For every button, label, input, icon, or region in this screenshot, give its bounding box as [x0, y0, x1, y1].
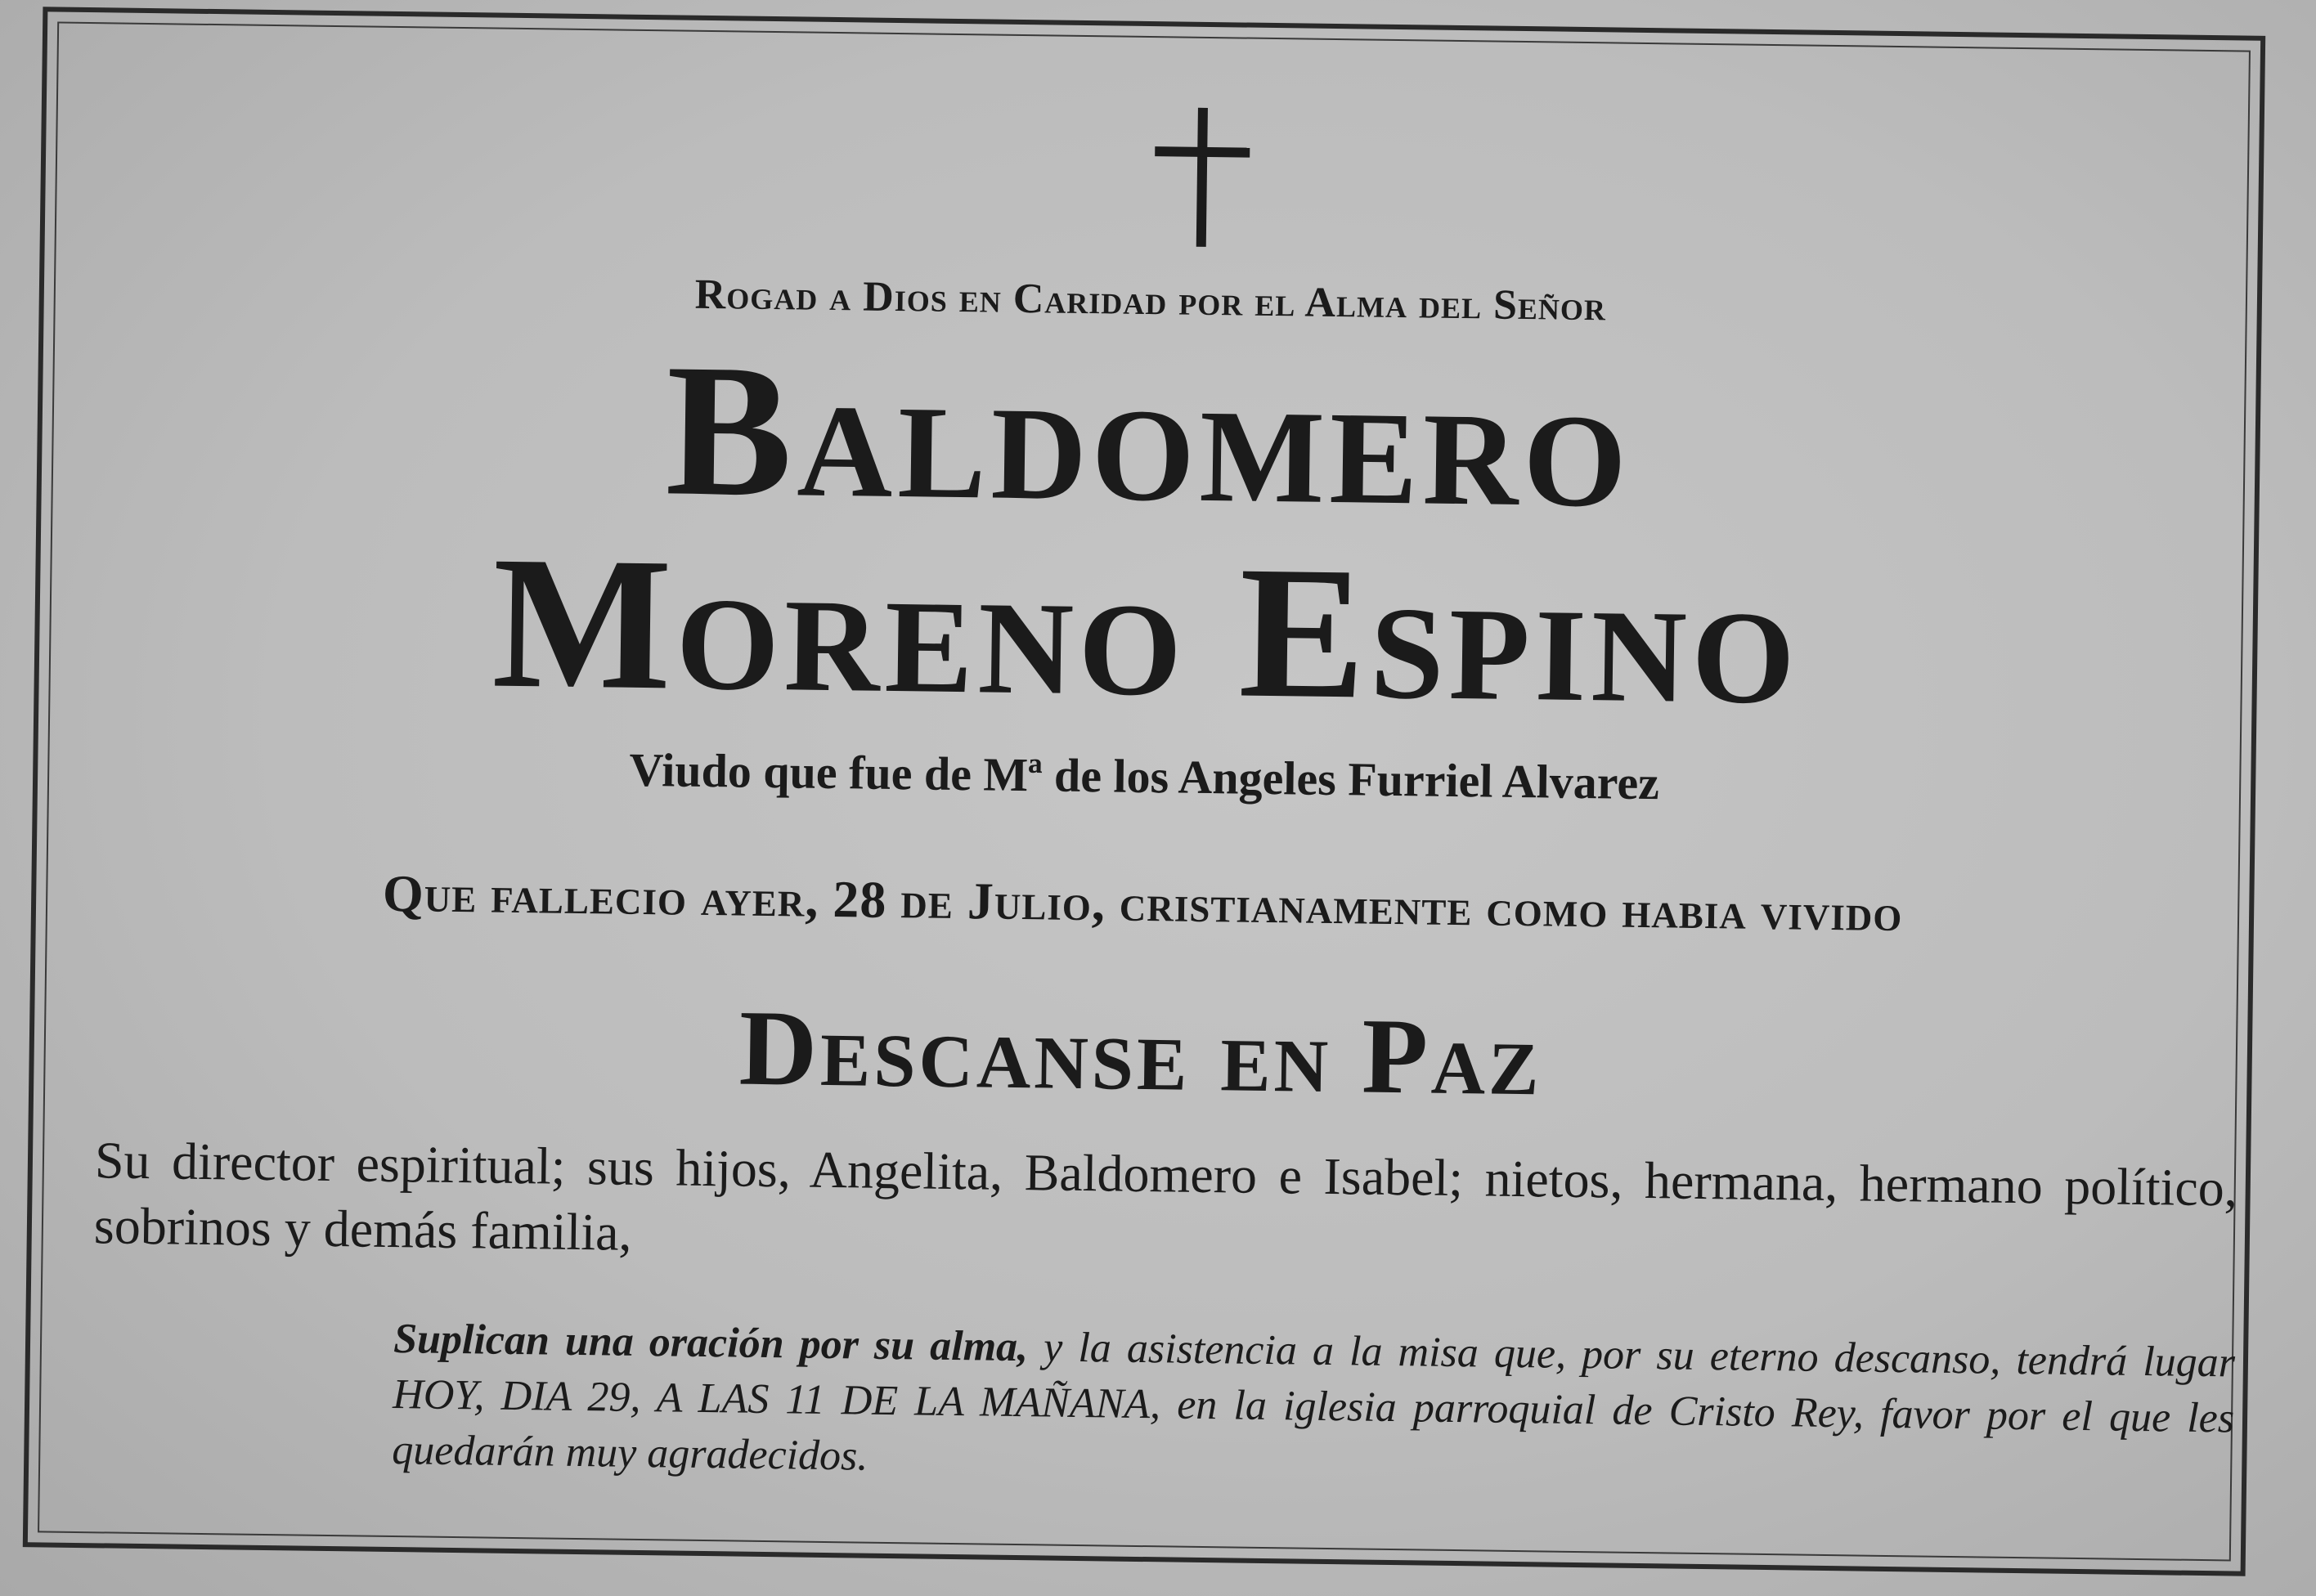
- widower-line: Viudo que fue de Mª de los Angeles Furriel Alvarez: [629, 742, 1660, 810]
- mass-details: y la asistencia a la misa que, por su eterno descanso, tendrá lugar HOY, DIA 29, A LAS 11 DE LA MAÑANA, en la iglesia parroquial de Cristo Rey, favor por el que les quedarán muy agradecidos.: [392, 1324, 2236, 1480]
- prayer-request: Suplican una oración por su alma,: [393, 1316, 1029, 1371]
- family-paragraph: Su director espiritual; sus hijos, Angelita, Baldomero e Isabel; nietos, hermana, hermano político, sobrinos y demás familia,: [93, 1131, 2238, 1262]
- deceased-first-name: Baldomero: [664, 325, 1633, 548]
- rest-in-peace-heading: Descanse en Paz: [738, 987, 1543, 1119]
- rogad-heading: Rogad a Dios en Caridad por el Alma del Señor: [694, 271, 1607, 330]
- deceased-surnames: Moreno Espino: [491, 517, 1802, 745]
- obituary-content: [23, 7, 2265, 1576]
- mass-paragraph: [392, 1311, 2235, 1502]
- death-announcement: Que fallecio ayer, 28 de Julio, cristianamente como habia vivido: [382, 863, 1903, 943]
- cross-icon: [1152, 107, 1252, 248]
